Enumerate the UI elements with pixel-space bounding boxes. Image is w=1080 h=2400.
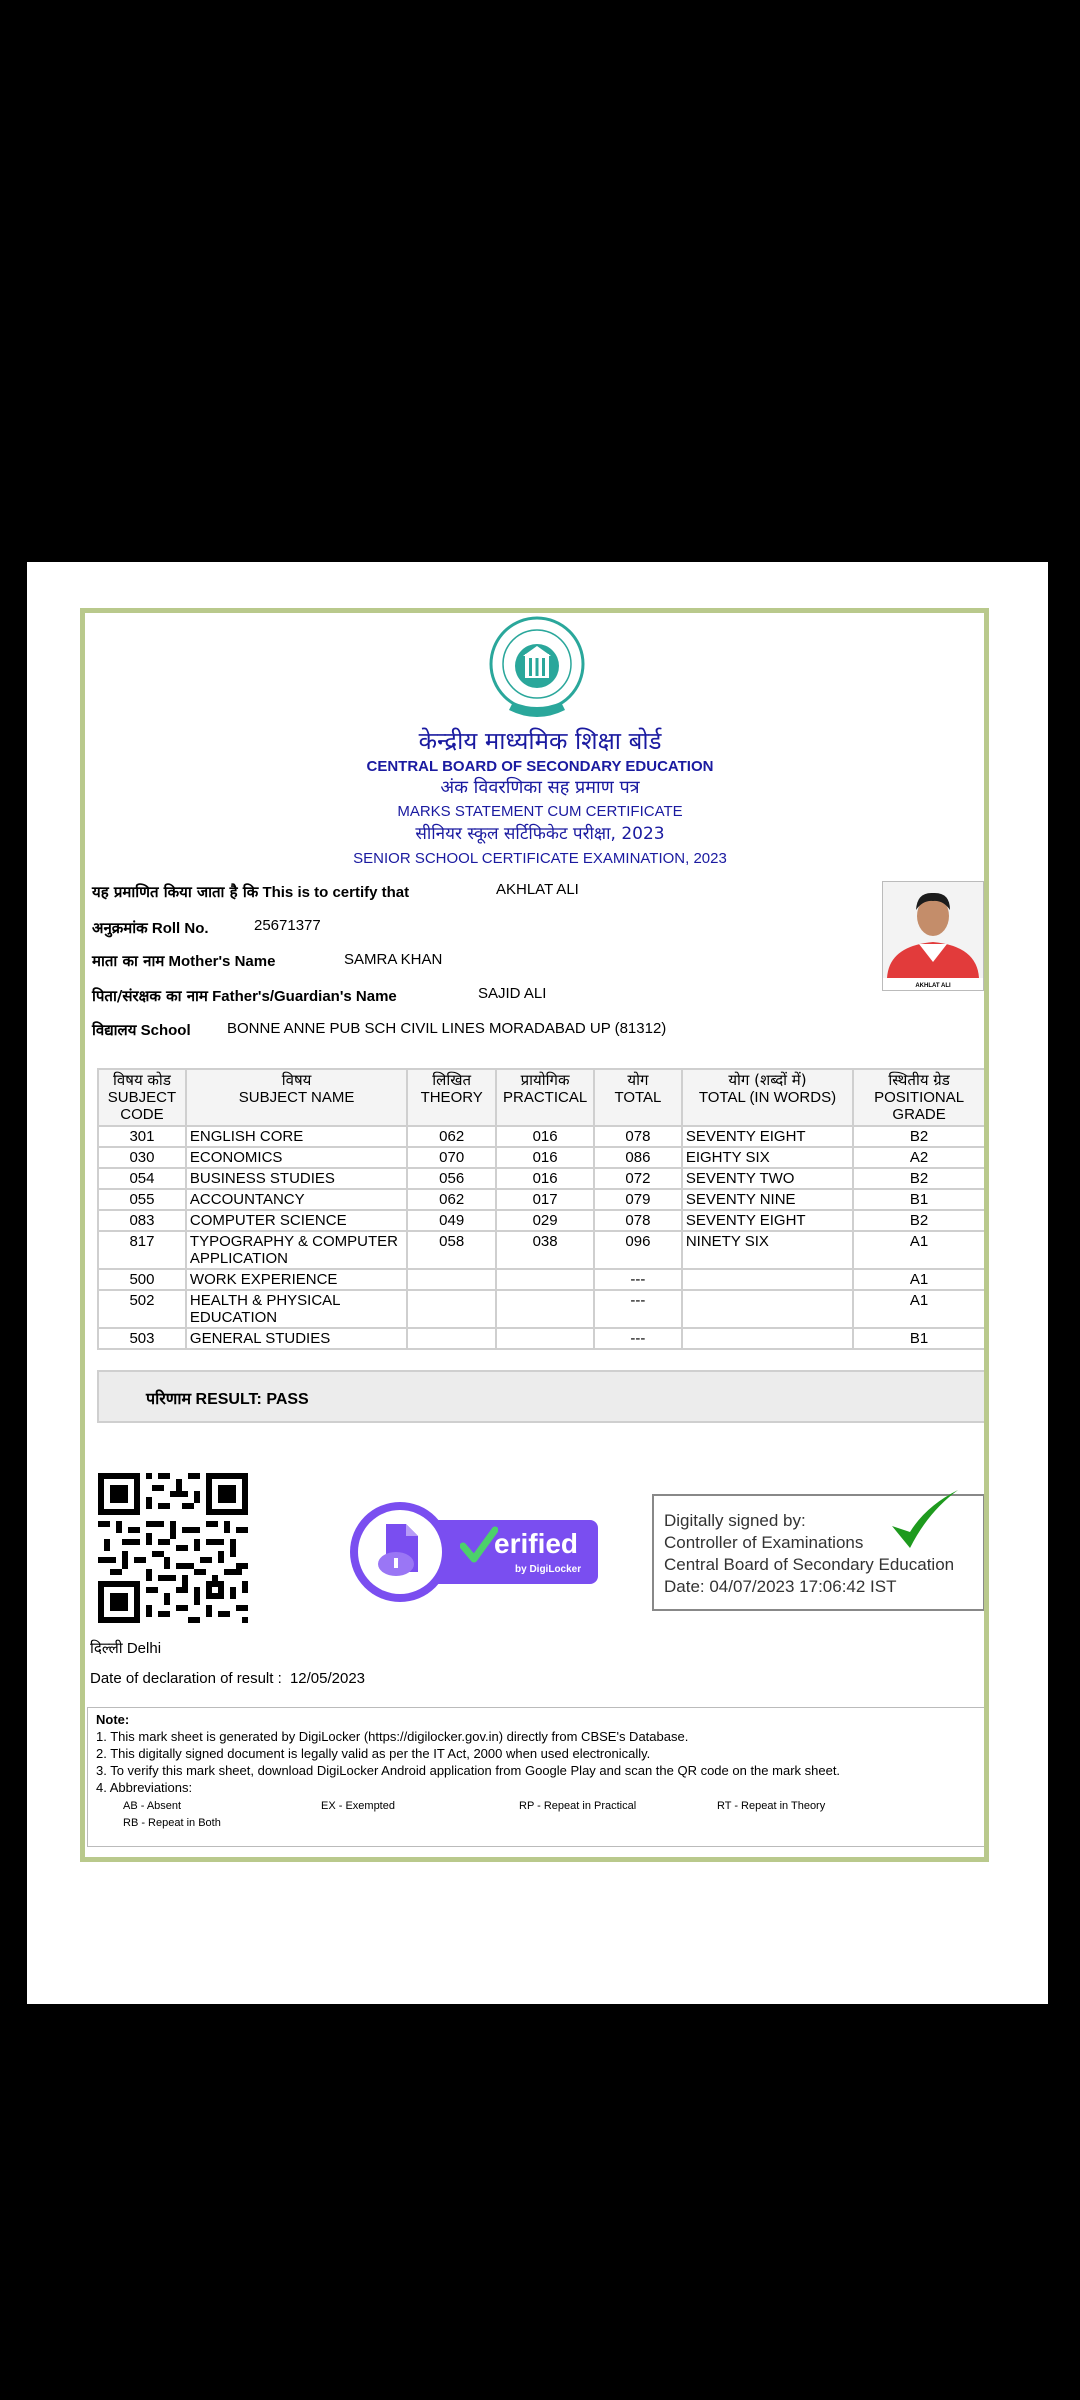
note-item: 3. To verify this mark sheet, download DigiLocker Android application from Google Play and scan the QR code on the mark sheet. — [96, 1763, 841, 1778]
table-row: 054 BUSINESS STUDIES 056 016 072 SEVENTY TWO B2 — [98, 1168, 985, 1189]
header-subject-code: विषय कोड SUBJECT CODE — [98, 1069, 186, 1126]
notes-title: Note: — [96, 1712, 130, 1727]
board-name-english: CENTRAL BOARD OF SECONDARY EDUCATION — [366, 758, 714, 775]
table-row: 030 ECONOMICS 070 016 086 EIGHTY SIX A2 — [98, 1147, 985, 1168]
abbr-item: RB - Repeat in Both — [123, 1817, 221, 1829]
place: दिल्ली Delhi — [90, 1639, 162, 1657]
table-row: 055 ACCOUNTANCY 062 017 079 SEVENTY NINE B1 — [98, 1189, 985, 1210]
result-text: परिणाम RESULT: PASS — [146, 1389, 309, 1408]
result-value: PASS — [266, 1391, 309, 1408]
table-row: 083 COMPUTER SCIENCE 049 029 078 SEVENTY EIGHT B2 — [98, 1210, 985, 1231]
note-item: 4. Abbreviations: — [96, 1780, 193, 1795]
header-theory: लिखित THEORY — [407, 1069, 496, 1126]
certify-label: यह प्रमाणित किया जाता है कि This is to certify that — [92, 883, 410, 901]
header-practical: प्रायोगिक PRACTICAL — [496, 1069, 594, 1126]
roll-label: अनुक्रमांक Roll No. — [92, 919, 209, 937]
document-title-hindi: अंक विवरणिका सह प्रमाण पत्र — [440, 777, 640, 798]
header-total: योग TOTAL — [594, 1069, 682, 1126]
header-positional-grade: स्थितीय ग्रेड POSITIONAL GRADE — [853, 1069, 985, 1126]
note-item: 1. This mark sheet is generated by DigiLocker (https://digilocker.gov.in) directly from CBSE's Database. — [96, 1729, 689, 1744]
signature-line-2: Controller of Examinations — [664, 1533, 864, 1552]
mother-label: माता का नाम Mother's Name — [92, 952, 276, 970]
table-row: 817 TYPOGRAPHY & COMPUTER APPLICATION 058 038 096 NINETY SIX A1 — [98, 1231, 985, 1269]
header-total-words: योग (शब्दों में) TOTAL (IN WORDS) — [682, 1069, 853, 1126]
school-name: BONNE ANNE PUB SCH CIVIL LINES MORADABAD UP (81312) — [227, 1020, 667, 1037]
declaration-date: Date of declaration of result : 12/05/2023 — [90, 1670, 366, 1687]
document-title-english: MARKS STATEMENT CUM CERTIFICATE — [397, 803, 683, 820]
table-row: 503 GENERAL STUDIES --- B1 — [98, 1328, 985, 1349]
signature-line-3: Central Board of Secondary Education — [664, 1555, 955, 1574]
father-name: SAJID ALI — [478, 985, 547, 1002]
abbr-item: RT - Repeat in Theory — [717, 1800, 826, 1812]
school-label: विद्यालय School — [92, 1021, 191, 1039]
roll-number: 25671377 — [254, 917, 321, 934]
board-name-hindi: केन्द्रीय माध्यमिक शिक्षा बोर्ड — [418, 727, 662, 755]
father-label: पिता/संरक्षक का नाम Father's/Guardian's Name — [92, 987, 397, 1005]
student-name: AKHLAT ALI — [496, 881, 579, 898]
verified-by-text: by DigiLocker — [515, 1564, 582, 1575]
header-subject-name: विषय SUBJECT NAME — [186, 1069, 407, 1126]
exam-title-hindi: सीनियर स्कूल सर्टिफिकेट परीक्षा, 2023 — [415, 824, 665, 844]
signature-line-4: Date: 04/07/2023 17:06:42 IST — [664, 1577, 897, 1596]
photo-caption: AKHLAT ALI — [915, 983, 951, 989]
table-row: 502 HEALTH & PHYSICAL EDUCATION --- A1 — [98, 1290, 985, 1328]
abbr-item: RP - Repeat in Practical — [519, 1800, 637, 1812]
signature-line-1: Digitally signed by: — [664, 1511, 806, 1530]
table-row: 301 ENGLISH CORE 062 016 078 SEVENTY EIGHT B2 — [98, 1126, 985, 1147]
exam-title-english: SENIOR SCHOOL CERTIFICATE EXAMINATION, 2023 — [353, 850, 727, 867]
verified-text: erified — [494, 1528, 579, 1559]
certificate-frame — [80, 608, 989, 1862]
abbr-item: EX - Exempted — [321, 1800, 395, 1812]
mother-name: SAMRA KHAN — [344, 951, 443, 968]
abbr-item: AB - Absent — [123, 1800, 182, 1812]
note-item: 2. This digitally signed document is legally valid as per the IT Act, 2000 when used electronically. — [96, 1746, 651, 1761]
table-row: 500 WORK EXPERIENCE --- A1 — [98, 1269, 985, 1290]
